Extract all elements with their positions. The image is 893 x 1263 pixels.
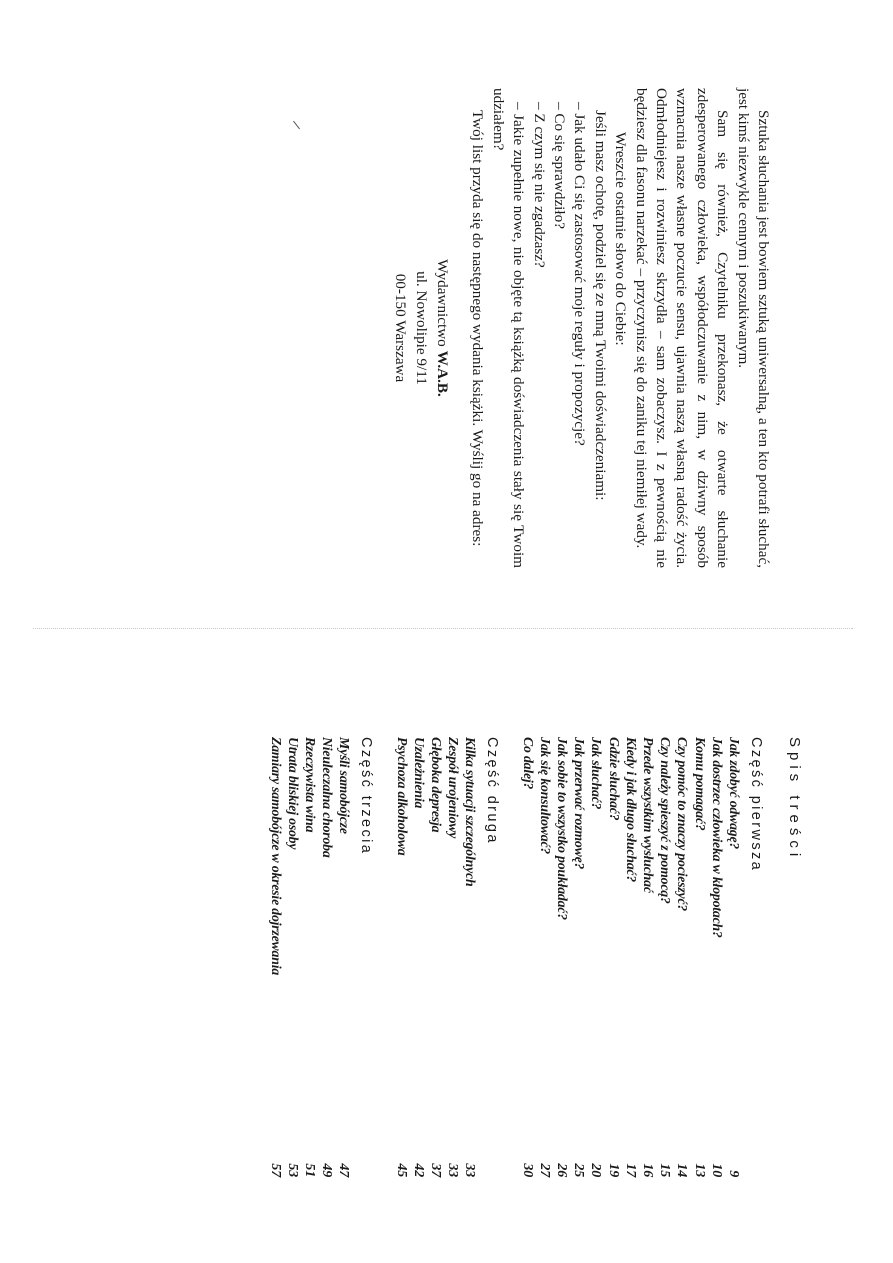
toc-entry-page: 17 bbox=[622, 1163, 638, 1177]
address-street: ul. Nowolipie 9/11 bbox=[412, 271, 430, 385]
toc-entry-title: Myśli samobójcze bbox=[337, 737, 353, 834]
publisher-name: W.A.B. bbox=[433, 350, 451, 397]
toc-list bbox=[392, 737, 478, 1177]
toc-entry-title: Zespół urojeniowy bbox=[446, 737, 462, 839]
toc-entry-title: Przede wszystkim wysłuchać bbox=[640, 737, 656, 893]
address-city: 00-150 Warszawa bbox=[391, 273, 409, 383]
toc-entry-title: Komu pomagać? bbox=[692, 737, 708, 831]
toc-entry-page: 16 bbox=[639, 1163, 655, 1177]
pen-mark bbox=[293, 121, 300, 129]
closing-text bbox=[390, 88, 773, 568]
toc-entry[interactable] bbox=[301, 737, 318, 1177]
toc-entry-title: Gdzie słuchać? bbox=[606, 737, 622, 821]
toc-entry[interactable] bbox=[318, 737, 335, 1177]
part-title: Część pierwsza bbox=[748, 737, 764, 873]
toc-entry-page: 26 bbox=[553, 1163, 569, 1177]
toc-entry[interactable] bbox=[639, 737, 656, 1177]
part-title: Część trzecia bbox=[358, 737, 375, 856]
toc-entry-title: Rzeczywista wina bbox=[302, 737, 318, 833]
closing-line: Twój list przyda się do następnego wydania książki. Wyślij go na adres: bbox=[469, 110, 487, 547]
toc-entry-title: Uzależnienia bbox=[411, 737, 427, 809]
toc-entry-page: 25 bbox=[571, 1163, 587, 1177]
toc-entry-title: Co dalej? bbox=[520, 737, 536, 790]
question: – Z czym się nie zgadzasz? bbox=[530, 102, 548, 268]
toc-entry[interactable] bbox=[587, 737, 604, 1177]
toc-entry-title: Kiedy i jak długo słuchać? bbox=[623, 737, 639, 883]
mailing-address bbox=[390, 88, 453, 568]
toc-entry[interactable] bbox=[690, 737, 707, 1177]
toc-entry[interactable] bbox=[518, 737, 535, 1177]
toc-entry-title: Zamiary samobójcze w okresie dojrzewania bbox=[268, 737, 284, 976]
toc-entry[interactable] bbox=[570, 737, 587, 1177]
toc-entry-title: Jak zdobyć odwagę? bbox=[727, 737, 742, 850]
toc-entry-title: Jak dostrzec człowieka w kłopotach? bbox=[709, 737, 725, 938]
toc-entry-title: Jak słuchać? bbox=[589, 737, 605, 810]
toc-entry[interactable] bbox=[536, 737, 553, 1177]
toc-entry-page: 14 bbox=[674, 1163, 690, 1177]
toc-entry[interactable] bbox=[656, 737, 673, 1177]
toc-list bbox=[518, 737, 742, 1177]
toc-entry-page: 53 bbox=[284, 1163, 300, 1177]
toc-entry-page: 42 bbox=[410, 1163, 426, 1177]
toc-entry[interactable] bbox=[673, 737, 690, 1177]
question: – Co się sprawdziło? bbox=[550, 102, 568, 229]
toc-entry-title: Jak przerwać rozmowę? bbox=[572, 737, 588, 870]
toc-entry-page: 27 bbox=[536, 1163, 552, 1177]
right-page bbox=[0, 632, 893, 1263]
toc-entry[interactable] bbox=[461, 737, 478, 1177]
toc-entry-title: Kilka sytuacji szczególnych bbox=[463, 737, 479, 887]
toc-entry-page: 51 bbox=[301, 1163, 317, 1177]
toc-entry-title: Głęboka depresja bbox=[428, 737, 444, 833]
toc-entry[interactable] bbox=[284, 737, 301, 1177]
toc-entry-page: 9 bbox=[726, 1170, 741, 1177]
toc-entry[interactable] bbox=[708, 737, 725, 1177]
paragraph: Sam się również, Czytelniku przekonasz, że otwarte słuchanie zdesperowanego człowieka, współodczuwanie z nim, w dziwny sposób wzmacnia nasze własne poczucie sensu, ujawnia naszą własną radość życia. Odmłodniejesz i rozwiniesz skrzydła – sam zobaczysz. I z pewnością nie będziesz dla fasonu narzekać – przyczynisz się do zaniku tej niemiłej wady. bbox=[632, 88, 732, 568]
toc-entry-page: 33 bbox=[462, 1163, 478, 1177]
toc-entry-page: 30 bbox=[519, 1163, 535, 1177]
toc-entry-title: Utrata bliskiej osoby bbox=[285, 737, 301, 850]
toc-title: Spis treści bbox=[786, 737, 803, 862]
paragraph: Sztuka słuchania jest bowiem sztuką uniwersalną, a ten kto potrafi słuchać, jest kimś niezwykle cennym i poszukiwanym. bbox=[734, 88, 772, 568]
table-of-contents bbox=[248, 737, 803, 1177]
toc-entry-page: 49 bbox=[319, 1163, 335, 1177]
toc-entry-title: Psychoza alkoholowa bbox=[394, 737, 410, 856]
question: – Jak udało Ci się zastosować moje reguły i propozycje? bbox=[571, 102, 589, 446]
toc-entry-page: 45 bbox=[393, 1163, 409, 1177]
toc-entry[interactable] bbox=[444, 737, 461, 1177]
toc-entry-page: 13 bbox=[691, 1163, 707, 1177]
paragraph: Wreszcie ostatnie słowo do Ciebie: bbox=[612, 132, 630, 346]
address-publisher bbox=[432, 88, 453, 568]
toc-entry[interactable] bbox=[427, 737, 444, 1177]
toc-entry[interactable] bbox=[604, 737, 621, 1177]
toc-entry-page: 15 bbox=[657, 1163, 673, 1177]
toc-entry-title: Jak się konsultować? bbox=[537, 737, 553, 855]
paragraph: Jeśli masz ochotę, podziel się ze mną Twoimi doświadczeniami: bbox=[591, 110, 609, 501]
toc-entry[interactable] bbox=[725, 737, 742, 1177]
toc-entry-page: 33 bbox=[445, 1163, 461, 1177]
publisher-prefix: Wydawnictwo bbox=[433, 259, 451, 347]
toc-entry-title: Czy należy spieszyć z pomocą? bbox=[658, 737, 674, 904]
toc-list bbox=[266, 737, 352, 1177]
toc-entry[interactable] bbox=[392, 737, 409, 1177]
toc-entry-page: 19 bbox=[605, 1163, 621, 1177]
toc-entry-title: Nieuleczalna choroba bbox=[320, 737, 336, 858]
toc-entry-page: 47 bbox=[336, 1163, 352, 1177]
toc-entry-page: 37 bbox=[427, 1163, 443, 1177]
toc-entry[interactable] bbox=[410, 737, 427, 1177]
toc-entry-title: Jak sobie to wszystko poukładać? bbox=[554, 737, 570, 920]
toc-entry[interactable] bbox=[335, 737, 352, 1177]
toc-entry-page: 10 bbox=[708, 1163, 724, 1177]
toc-entry-page: 20 bbox=[588, 1163, 604, 1177]
toc-entry[interactable] bbox=[622, 737, 639, 1177]
toc-entry-title: Czy pomóc to znaczy pocieszyć? bbox=[675, 737, 691, 912]
toc-entry-page: 57 bbox=[267, 1163, 283, 1177]
part-title: Część druga bbox=[484, 737, 501, 845]
page-gutter bbox=[33, 628, 853, 629]
toc-entry[interactable] bbox=[266, 737, 283, 1177]
question: – Jakie zupełnie nowe, nie objęte tą książką doświadczenia stały się Twoim udziałem? bbox=[489, 88, 528, 568]
toc-entry[interactable] bbox=[553, 737, 570, 1177]
